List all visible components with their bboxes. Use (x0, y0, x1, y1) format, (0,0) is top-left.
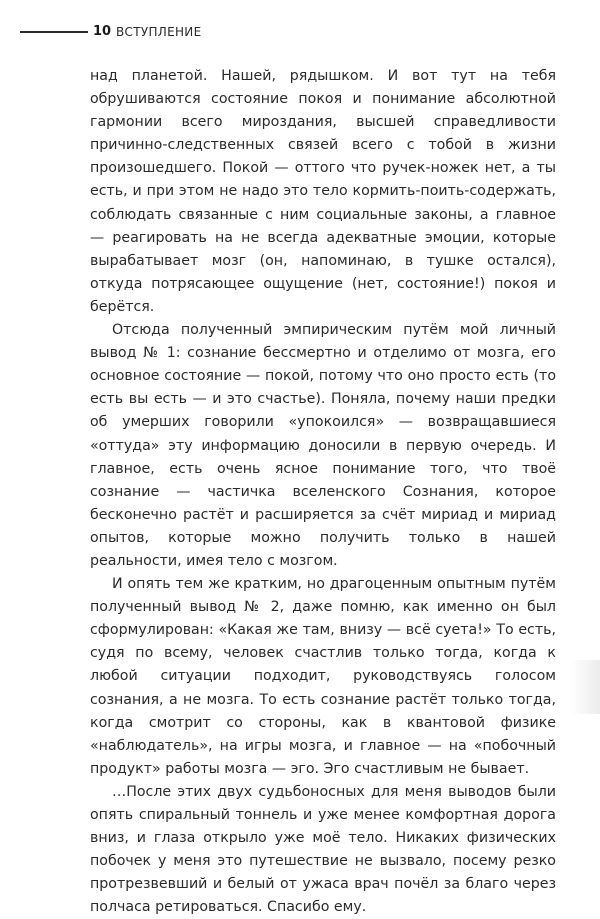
header-rule (20, 31, 88, 33)
section-title: ВСТУПЛЕНИЕ (116, 25, 202, 39)
paragraph-1: над планетой. Нашей, рядышком. И вот тут на тебя обрушиваются состояние покоя и понимание абсолютной гармонии всего мироздания, высшей справедливости причинно-следственных связей всего с тобой в жизни произошедшего. Покой — оттого что ручек-ножек нет, а ты есть, и при этом не надо это тело кормить-поить-содержать, соблюдать связанные с ним социальные законы, а главное — реагировать на не всегда адекватные эмоции, которые вырабатывает мозг (он, напоминаю, в тушке остался), откуда потрясающее ощущение (нет, состояние!) покоя и берётся. (90, 68, 556, 315)
paragraph-3: И опять тем же кратким, но драгоценным опытным путём полученный вывод № 2, даже помню, как именно он был сформулирован: «Какая же там, внизу — всё суета!» То есть, судя по всему, человек счастлив только тогда, когда к любой ситуации подходит, руководствуясь голосом сознания, а не мозга. То есть сознание растёт только тогда, когда смотрит со стороны, как в квантовой физике «наблюдатель», на игры мозга, и главное — на «побочный продукт» работы мозга — эго. Эго счастливым не бывает. (90, 576, 556, 777)
page-edge-shadow (570, 660, 600, 714)
paragraph-4: …После этих двух судьбоносных для меня выводов были опять спиральный тоннель и уже менее комфортная дорога вниз, и глаза открыло уже моё тело. Никаких физических побочек у меня это путешествие не вызвало, посему резко протрезвевший и белый от ужаса врач почёл за благо через полчаса ретироваться. Спасибо ему. (90, 783, 556, 916)
paragraph-2: Отсюда полученный эмпирическим путём мой личный вывод № 1: сознание бессмертно и отделимо от мозга, его основное состояние — покой, потому что оно просто есть (то есть вы есть — и это счастье). Поняла, почему наши предки об умерших говорили «упокоился» — возвращавшиеся «оттуда» эту информацию доносили в первую очередь. И главное, есть очень ясное понимание того, что твоё сознание — частичка вселенского Сознания, которое бесконечно растёт и расширяется за счёт мириад и мириад опытов, которые можно получить только в нашей реальности, имея тело с мозгом. (90, 322, 556, 569)
page-number: 10 (93, 24, 112, 39)
body-text (90, 65, 556, 919)
running-head (20, 22, 580, 42)
